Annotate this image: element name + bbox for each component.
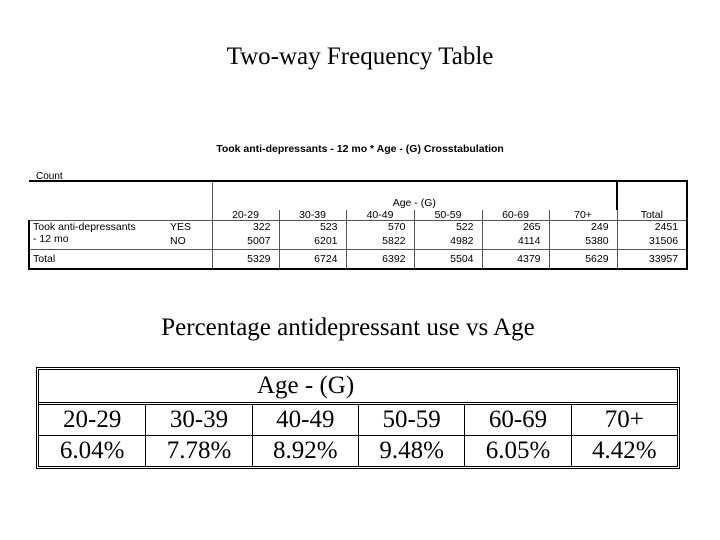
age-range-cell: 50-59: [358, 405, 464, 436]
table-cell: 5629: [549, 250, 617, 270]
table-cell: 5380: [549, 235, 617, 250]
table-row-total: [29, 250, 687, 270]
percentage-cell: 6.05%: [464, 436, 570, 466]
age-range-cell: 40-49: [252, 405, 358, 436]
table-cell: 322: [212, 221, 279, 236]
table-cell: 570: [346, 221, 414, 236]
table-cell: 6392: [346, 250, 414, 270]
table-cell: 249: [549, 221, 617, 236]
percentage-cell: 8.92%: [252, 436, 358, 466]
column-header: 60-69: [482, 210, 549, 221]
slide-title: Two-way Frequency Table: [226, 43, 494, 70]
column-header-total: Total: [617, 210, 687, 221]
table-cell: 6724: [279, 250, 346, 270]
column-header: 40-49: [346, 210, 414, 221]
table-cell: 4114: [482, 235, 549, 250]
variable-label: [29, 221, 167, 250]
age-range-cell: 60-69: [464, 405, 570, 436]
table-cell: 265: [482, 221, 549, 236]
table-row: [29, 221, 687, 236]
table-cell: 4982: [414, 235, 482, 250]
table-cell: 5329: [212, 250, 279, 270]
crosstab-caption: Took anti-depressants - 12 mo * Age - (G) Crosstabulation: [216, 143, 504, 155]
age-range-cell: 30-39: [145, 405, 251, 436]
column-header: 30-39: [279, 210, 346, 221]
table-cell: 522: [414, 221, 482, 236]
table-cell-total: 33957: [617, 250, 687, 270]
age-group-header: Age - (G): [212, 181, 617, 210]
table-cell-total: 2451: [617, 221, 687, 236]
table-cell: 5822: [346, 235, 414, 250]
header-blank-cell: [29, 181, 212, 221]
table-cell: 6201: [279, 235, 346, 250]
age-range-cell: 70+: [571, 405, 677, 436]
table-cell: 5504: [414, 250, 482, 270]
total-row-label: Total: [29, 250, 212, 270]
percentage-cell: 4.42%: [571, 436, 677, 466]
total-header-spacer: [617, 181, 687, 210]
percentage-header-row: [39, 370, 677, 405]
variable-label-line: - 12 mo: [33, 233, 69, 245]
percentage-cell: 9.48%: [358, 436, 464, 466]
slide-subtitle: Percentage antidepressant use vs Age: [161, 314, 535, 341]
variable-label-line: Took anti-depressants: [33, 221, 136, 233]
table-cell: 4379: [482, 250, 549, 270]
percentage-cell: 6.04%: [59, 437, 125, 465]
table-cell: 523: [279, 221, 346, 236]
column-header: 50-59: [414, 210, 482, 221]
row-label: YES: [167, 221, 212, 236]
column-header: 70+: [549, 210, 617, 221]
table-cell-total: 31506: [617, 235, 687, 250]
percentage-cell: 7.78%: [145, 436, 251, 466]
percentage-table-header: Age - (G): [39, 370, 677, 405]
percentage-row: [39, 436, 677, 466]
crosstab-header-row: [29, 181, 687, 210]
percentage-table: [36, 367, 680, 469]
table-cell: 5007: [212, 235, 279, 250]
column-header: 20-29: [212, 210, 279, 221]
crosstab-table: [28, 180, 688, 270]
age-range-cell: 20-29: [39, 405, 145, 436]
age-range-row: [39, 405, 677, 436]
row-label: NO: [170, 235, 186, 247]
count-label: Count: [36, 172, 63, 179]
